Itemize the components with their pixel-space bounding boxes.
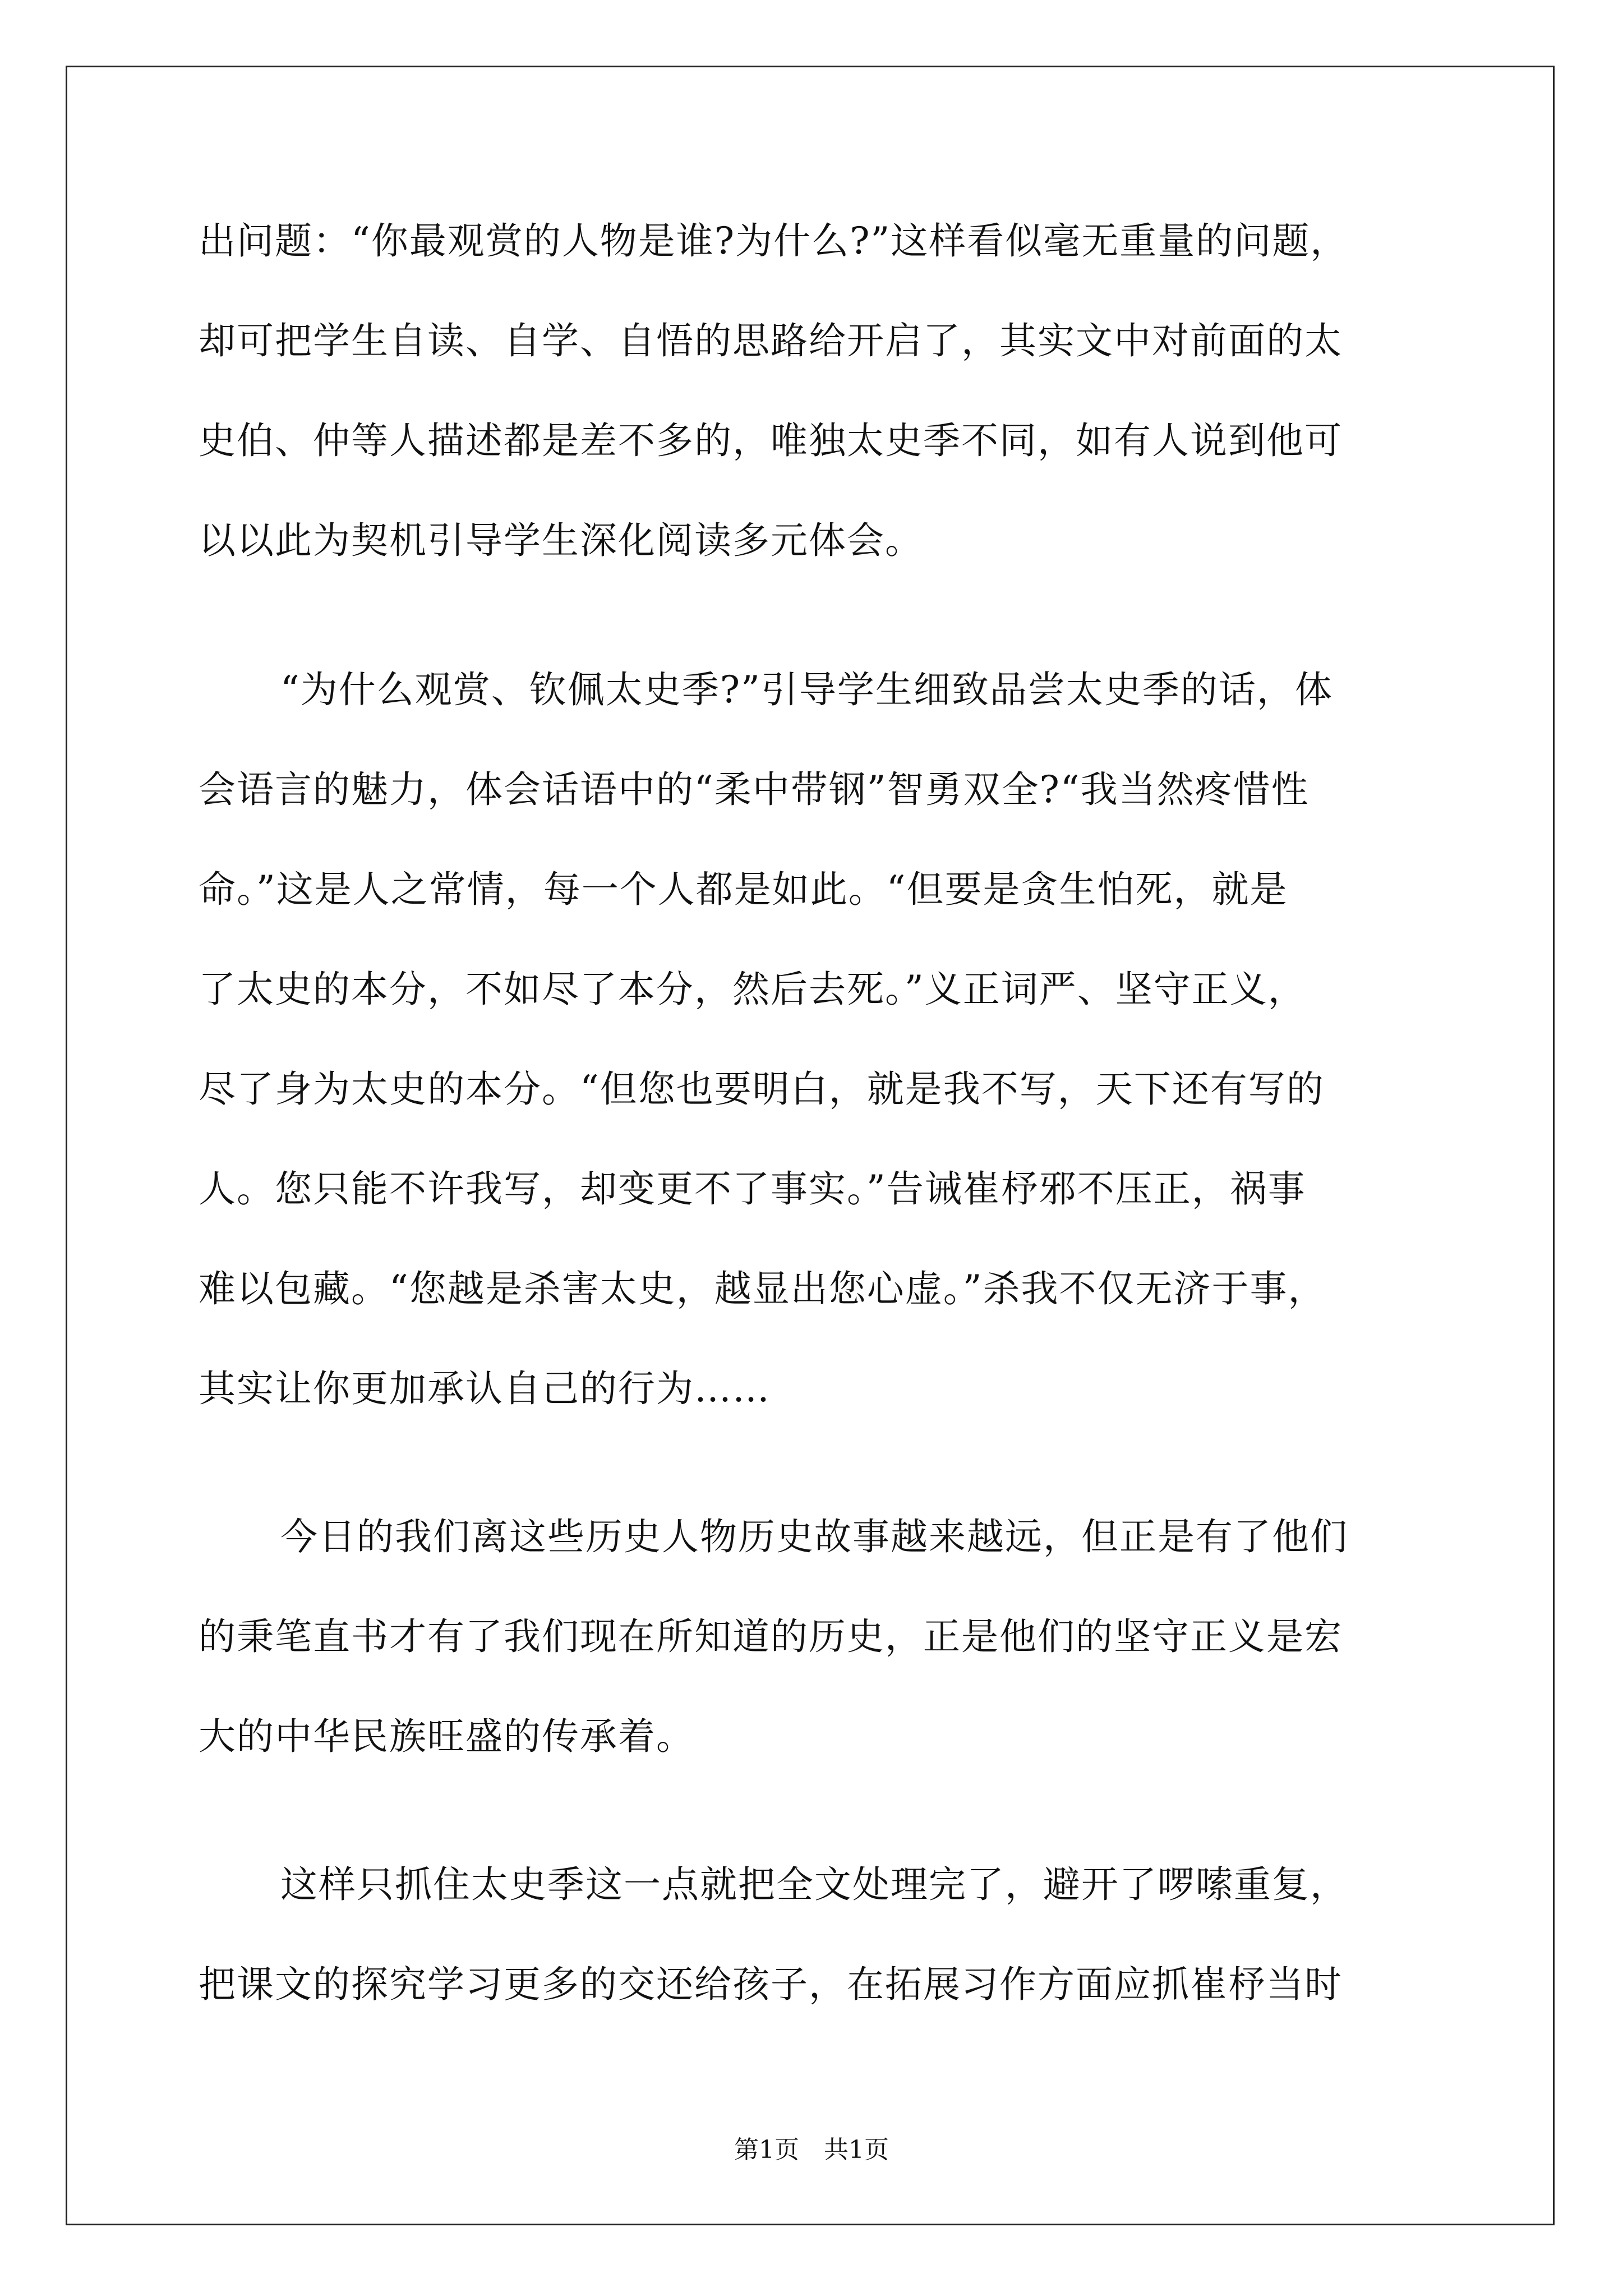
body-line: 以以此为契机引导学生深化阅读多元体会。	[199, 519, 923, 562]
body-line: 会语言的魅力，体会话语中的“柔中带钢”智勇双全?“我当然疼惜性	[199, 768, 1310, 811]
body-line: 出问题：“你最观赏的人物是谁?为什么?”这样看似毫无重量的问题，	[199, 219, 1349, 263]
body-line: 却可把学生自读、自学、自悟的思路给开启了，其实文中对前面的太	[199, 319, 1343, 362]
body-line: 今日的我们离这些历史人物历史故事越来越远，但正是有了他们	[280, 1515, 1348, 1558]
body-line: 了太史的本分，不如尽了本分，然后去死。”义正词严、坚守正义，	[199, 968, 1306, 1011]
body-line: 的秉笔直书才有了我们现在所知道的历史，正是他们的坚守正义是宏	[199, 1615, 1343, 1658]
body-line: 命。”这是人之常情，每一个人都是如此。“但要是贪生怕死，就是	[199, 868, 1288, 911]
body-line: 史伯、仲等人描述都是差不多的，唯独太史季不同，如有人说到他可	[199, 419, 1343, 462]
body-line: 难以包藏。“您越是杀害太史，越显出您心虚。”杀我不仅无济于事，	[199, 1267, 1326, 1310]
body-line: “为什么观赏、钦佩太史季?”引导学生细致品尝太史季的话，体	[280, 668, 1333, 711]
body-line: 这样只抓住太史季这一点就把全文处理完了，避开了啰嗦重复，	[280, 1863, 1348, 1906]
body-line: 人。您只能不许我写，却变更不了事实。”告诫崔杼邪不压正，祸事	[199, 1167, 1306, 1211]
body-line: 其实让你更加承认自己的行为……	[199, 1367, 771, 1410]
body-line: 大的中华民族旺盛的传承着。	[199, 1715, 694, 1758]
page-number-footer: 第1页 共1页	[734, 2136, 889, 2164]
body-line: 把课文的探究学习更多的交还给孩子，在拓展习作方面应抓崔杼当时	[199, 1963, 1343, 2006]
body-line: 尽了身为太史的本分。“但您也要明白，就是我不写，天下还有写的	[199, 1068, 1325, 1111]
